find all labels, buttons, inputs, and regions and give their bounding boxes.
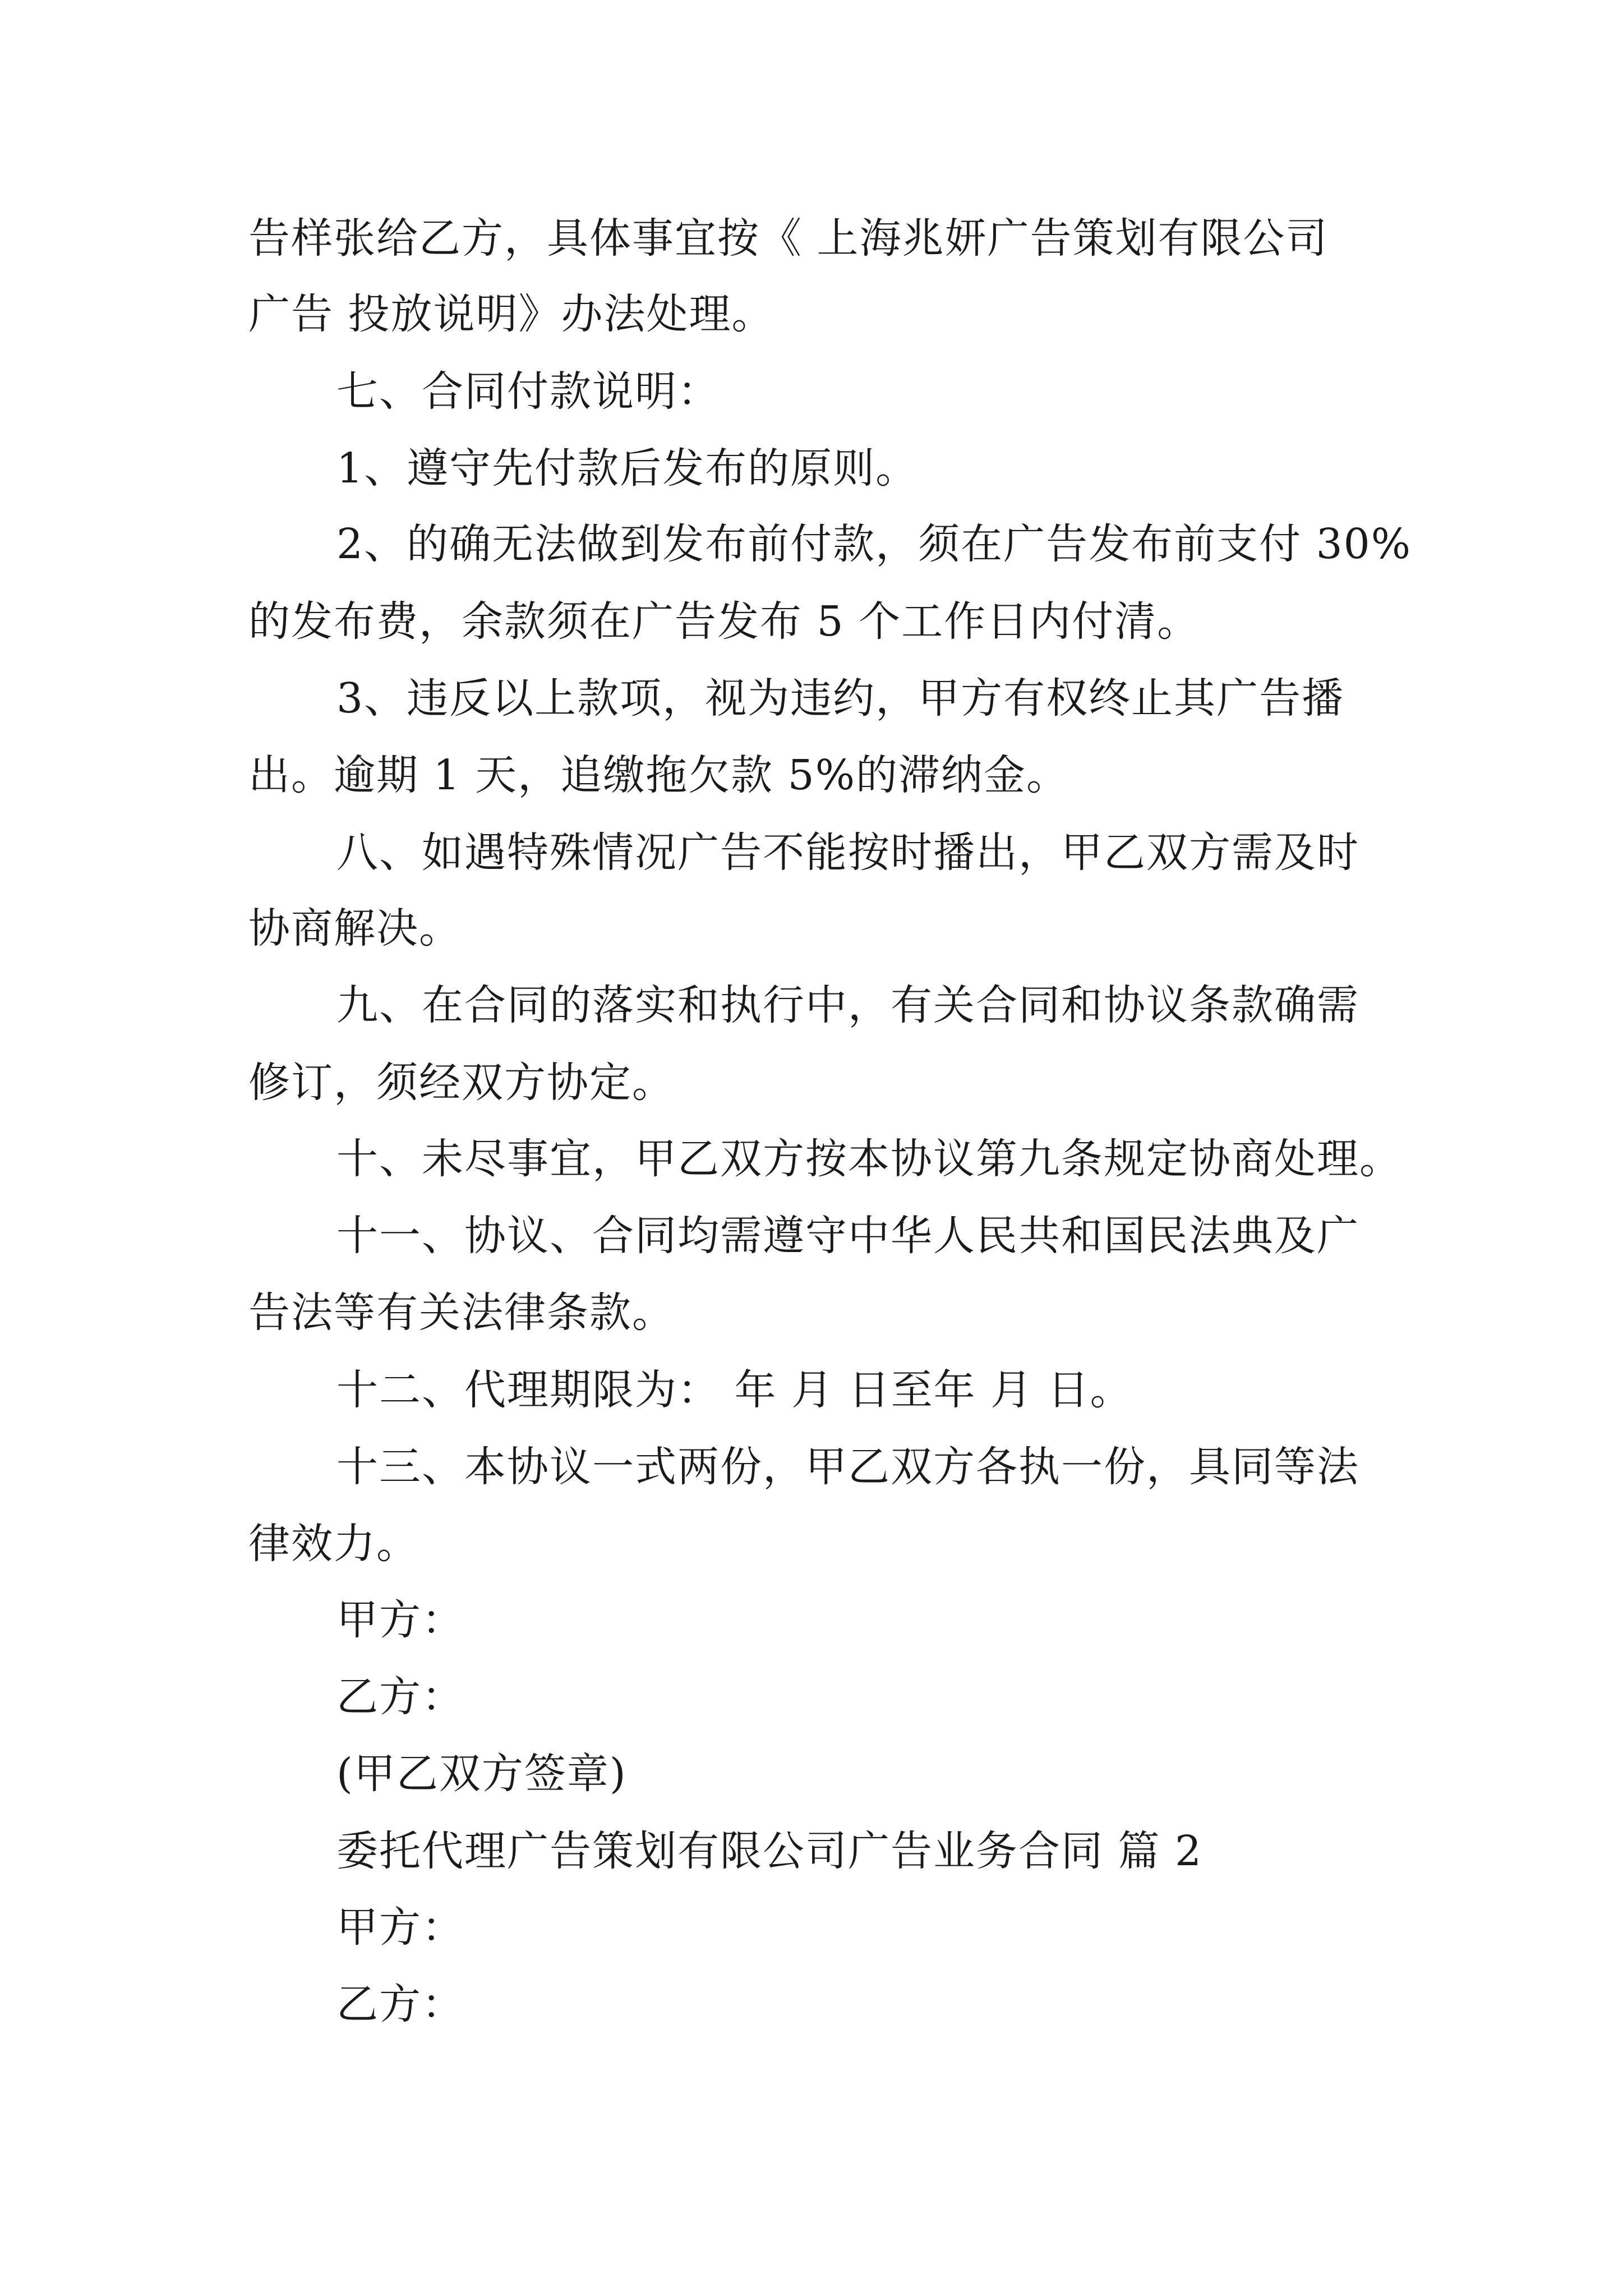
body-line: 律效力。 — [248, 1520, 419, 1568]
contract-title: 委托代理广告策划有限公司广告业务合同 篇 2 — [336, 1827, 1203, 1875]
body-line: 出。逾期 1 天，追缴拖欠款 5%的滞纳金。 — [248, 751, 1069, 799]
list-item: 3、违反以上款项，视为违约，甲方有权终止其广告播 — [336, 674, 1345, 723]
body-line: 告样张给乙方，具体事宜按《 上海兆妍广告策划有限公司 — [248, 214, 1329, 263]
body-line: 修订，须经双方协定。 — [248, 1059, 675, 1107]
party-a-label: 甲方： — [336, 1903, 464, 1952]
list-item: 2、的确无法做到发布前付款，须在广告发布前支付 30% — [336, 520, 1412, 568]
section-heading: 九、在合同的落实和执行中，有关合同和协议条款确需 — [336, 981, 1359, 1029]
section-heading: 十一、协议、合同均需遵守中华人民共和国民法典及广 — [336, 1212, 1359, 1260]
body-line: 的发布费，余款须在广告发布 5 个工作日内付清。 — [248, 597, 1200, 646]
party-b-label: 乙方： — [336, 1980, 464, 2028]
body-line: 告法等有关法律条款。 — [248, 1289, 675, 1337]
section-heading: 七、合同付款说明： — [336, 367, 720, 416]
section-heading: 十三、本协议一式两份，甲乙双方各执一份，具同等法 — [336, 1443, 1359, 1491]
party-a-label: 甲方： — [336, 1596, 464, 1644]
body-line: 广告 投放说明》办法处理。 — [248, 290, 774, 338]
body-line: 协商解决。 — [248, 904, 462, 953]
section-heading: 八、如遇特殊情况广告不能按时播出，甲乙双方需及时 — [336, 829, 1359, 877]
section-heading: 十二、代理期限为： 年 月 日至年 月 日。 — [336, 1366, 1133, 1414]
section-heading: 十、未尽事宜，甲乙双方按本协议第九条规定协商处理。 — [336, 1135, 1402, 1183]
party-b-label: 乙方： — [336, 1673, 464, 1721]
list-item: 1、遵守先付款后发布的原则。 — [336, 444, 919, 493]
signature-note: (甲乙双方签章) — [336, 1750, 627, 1798]
